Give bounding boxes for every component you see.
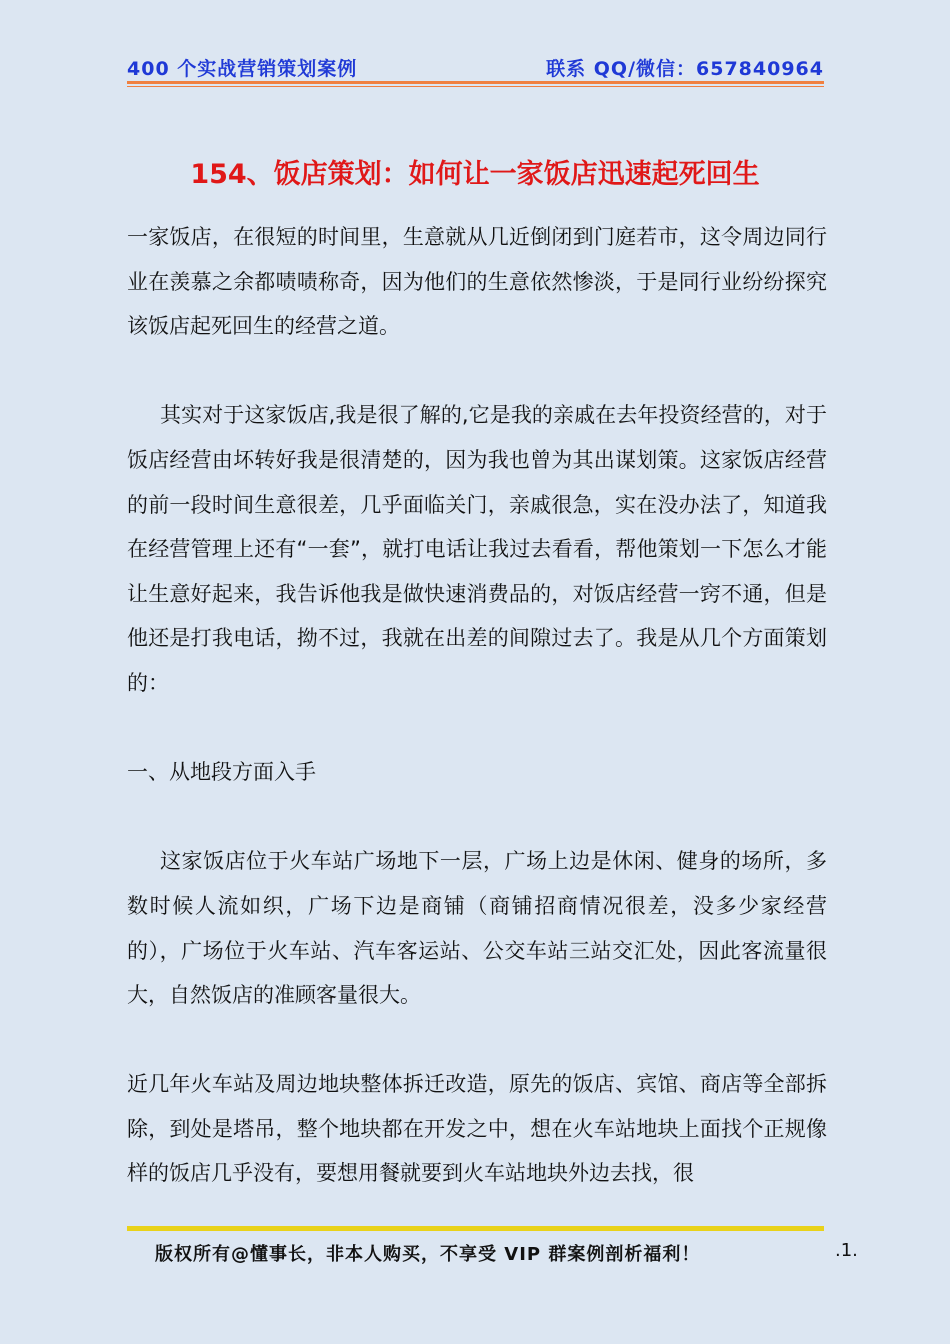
header-contact: 联系 QQ/微信：657840964: [546, 58, 824, 80]
paragraph-intro: 一家饭店，在很短的时间里，生意就从几近倒闭到门庭若市，这令周边同行业在羡慕之余都啧啧称奇，因为他们的生意依然惨淡，于是同行业纷纷探究该饭店起死回生的经营之道。: [127, 225, 827, 339]
paragraph-redevelopment: 近几年火车站及周边地块整体拆迁改造，原先的饭店、宾馆、商店等全部拆除，到处是塔吊，整个地块都在开发之中，想在火车站地块上面找个正规像样的饭店几乎没有，要想用餐就要到火车站地块外边去找，很: [127, 1072, 827, 1186]
paragraph-gap: [127, 795, 827, 840]
section-heading: 一、从地段方面入手: [127, 760, 316, 785]
header-rule: [127, 81, 824, 84]
document-body: [127, 215, 827, 1196]
footer-rule: [127, 1226, 824, 1231]
document-title: 154、饭店策划：如何让一家饭店迅速起死回生: [190, 159, 760, 190]
paragraph-gap: [127, 706, 827, 751]
page-header: [127, 52, 824, 82]
header-rule-thin: [127, 86, 824, 87]
footer-copyright-notice: 版权所有@懂事长，非本人购买，不享受 VIP 群案例剖析福利！: [155, 1244, 701, 1265]
page-number: .1.: [835, 1240, 858, 1261]
paragraph-location: 这家饭店位于火车站广场地下一层，广场上边是休闲、健身的场所，多数时候人流如织，广场下边是商铺（商铺招商情况很差，没多少家经营的），广场位于火车站、汽车客运站、公交车站三站交汇处，因此客流量很大，自然饭店的准顾客量很大。: [127, 849, 827, 1008]
header-collection-title: 400 个实战营销策划案例: [127, 58, 358, 80]
paragraph-background: 其实对于这家饭店,我是很了解的,它是我的亲戚在去年投资经营的，对于饭店经营由坏转好我是很清楚的，因为我也曾为其出谋划策。这家饭店经营的前一段时间生意很差，几乎面临关门，亲戚很急，实在没办法了，知道我在经营管理上还有“一套”，就打电话让我过去看看，帮他策划一下怎么才能让生意好起来，我告诉他我是做快速消费品的，对饭店经营一窍不通，但是他还是打我电话，拗不过，我就在出差的间隙过去了。我是从几个方面策划的：: [127, 403, 827, 695]
paragraph-gap: [127, 1018, 827, 1063]
paragraph-gap: [127, 349, 827, 394]
